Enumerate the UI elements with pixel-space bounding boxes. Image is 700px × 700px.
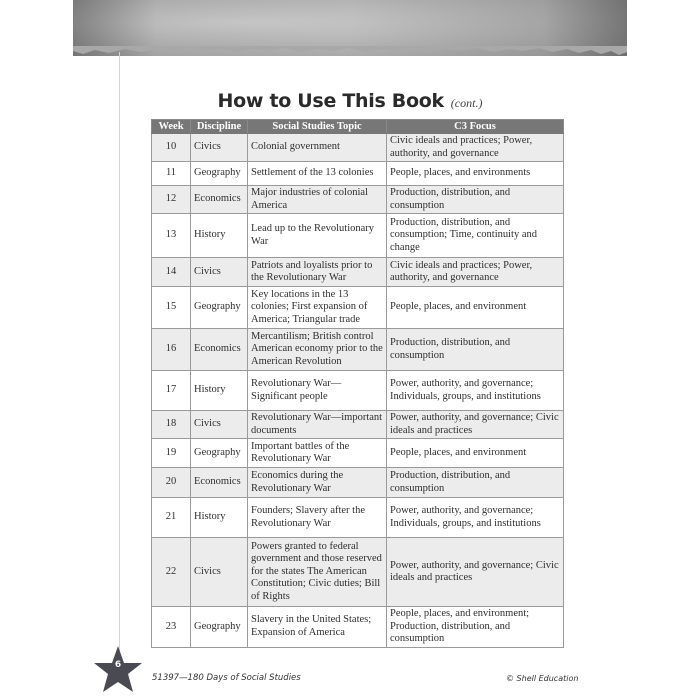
cell-focus: Power, authority, and governance; Individuals, groups, and institutions: [387, 371, 564, 411]
cell-week: 19: [152, 439, 191, 468]
table-row: [152, 258, 564, 287]
cell-focus: Production, distribution, and consumption; Time, continuity and change: [387, 214, 564, 258]
table-row: [152, 186, 564, 214]
cell-topic: Important battles of the Revolutionary War: [248, 439, 387, 468]
cell-discipline: History: [191, 371, 248, 411]
table-row: [152, 538, 564, 607]
cell-topic: Colonial government: [248, 134, 387, 162]
cell-discipline: History: [191, 498, 248, 538]
cell-week: 11: [152, 162, 191, 186]
cell-week: 21: [152, 498, 191, 538]
page-number: 6: [114, 660, 122, 670]
cell-focus: Civic ideals and practices; Power, authority, and governance: [387, 258, 564, 287]
cell-discipline: Civics: [191, 258, 248, 287]
book-reference: 51397—180 Days of Social Studies: [152, 673, 301, 683]
table-row: [152, 329, 564, 371]
cell-week: 16: [152, 329, 191, 371]
cell-week: 17: [152, 371, 191, 411]
column-header-week: Week: [152, 120, 191, 134]
cell-focus: People, places, and environment: [387, 287, 564, 329]
cell-week: 12: [152, 186, 191, 214]
cell-topic: Major industries of colonial America: [248, 186, 387, 214]
cell-focus: Production, distribution, and consumption: [387, 329, 564, 371]
cell-discipline: History: [191, 214, 248, 258]
star-icon: [93, 645, 143, 695]
margin-line: [119, 52, 120, 664]
column-header-topic: Social Studies Topic: [248, 120, 387, 134]
column-header-discipline: Discipline: [191, 120, 248, 134]
cell-discipline: Geography: [191, 607, 248, 648]
cell-focus: People, places, and environments: [387, 162, 564, 186]
cell-topic: Patriots and loyalists prior to the Revolutionary War: [248, 258, 387, 287]
table-row: [152, 468, 564, 498]
cell-topic: Lead up to the Revolutionary War: [248, 214, 387, 258]
cell-focus: Power, authority, and governance; Individuals, groups, and institutions: [387, 498, 564, 538]
cell-focus: Civic ideals and practices; Power, authority, and governance: [387, 134, 564, 162]
cell-week: 13: [152, 214, 191, 258]
cell-focus: Production, distribution, and consumption: [387, 468, 564, 498]
cell-week: 23: [152, 607, 191, 648]
cell-topic: Revolutionary War—Significant people: [248, 371, 387, 411]
column-header-focus: C3 Focus: [387, 120, 564, 134]
table-row: [152, 162, 564, 186]
table-row: [152, 214, 564, 258]
cell-topic: Settlement of the 13 colonies: [248, 162, 387, 186]
cell-focus: Power, authority, and governance; Civic ideals and practices: [387, 538, 564, 607]
cell-week: 22: [152, 538, 191, 607]
copyright-text: © Shell Education: [506, 674, 579, 683]
cell-topic: Key locations in the 13 colonies; First expansion of America; Triangular trade: [248, 287, 387, 329]
page-title: [0, 90, 700, 112]
title-suffix: (cont.): [450, 96, 483, 110]
cell-topic: Powers granted to federal government and those reserved for the states The American Constitution; Civic duties; Bill of Rights: [248, 538, 387, 607]
cell-topic: Slavery in the United States; Expansion of America: [248, 607, 387, 648]
cell-week: 14: [152, 258, 191, 287]
cell-discipline: Geography: [191, 439, 248, 468]
cell-focus: Power, authority, and governance; Civic ideals and practices: [387, 411, 564, 439]
cell-focus: People, places, and environment: [387, 439, 564, 468]
cell-discipline: Economics: [191, 186, 248, 214]
table-row: [152, 498, 564, 538]
cell-week: 15: [152, 287, 191, 329]
cell-discipline: Geography: [191, 287, 248, 329]
cell-week: 20: [152, 468, 191, 498]
cell-discipline: Economics: [191, 329, 248, 371]
cell-week: 10: [152, 134, 191, 162]
cell-discipline: Civics: [191, 134, 248, 162]
table-header-row: [152, 120, 564, 134]
torn-edge-decoration: [73, 46, 627, 58]
cell-discipline: Civics: [191, 538, 248, 607]
cell-discipline: Geography: [191, 162, 248, 186]
cell-topic: Revolutionary War—important documents: [248, 411, 387, 439]
cell-week: 18: [152, 411, 191, 439]
curriculum-table: [151, 119, 564, 648]
cell-topic: Economics during the Revolutionary War: [248, 468, 387, 498]
table-row: [152, 287, 564, 329]
table-row: [152, 411, 564, 439]
cell-focus: Production, distribution, and consumption: [387, 186, 564, 214]
cell-focus: People, places, and environment; Production, distribution, and consumption: [387, 607, 564, 648]
table-row: [152, 607, 564, 648]
cell-discipline: Economics: [191, 468, 248, 498]
cell-discipline: Civics: [191, 411, 248, 439]
cell-topic: Mercantilism; British control American economy prior to the American Revolution: [248, 329, 387, 371]
title-text: How to Use This Book: [217, 90, 444, 112]
cell-topic: Founders; Slavery after the Revolutionary War: [248, 498, 387, 538]
table-row: [152, 134, 564, 162]
table-row: [152, 371, 564, 411]
table-row: [152, 439, 564, 468]
